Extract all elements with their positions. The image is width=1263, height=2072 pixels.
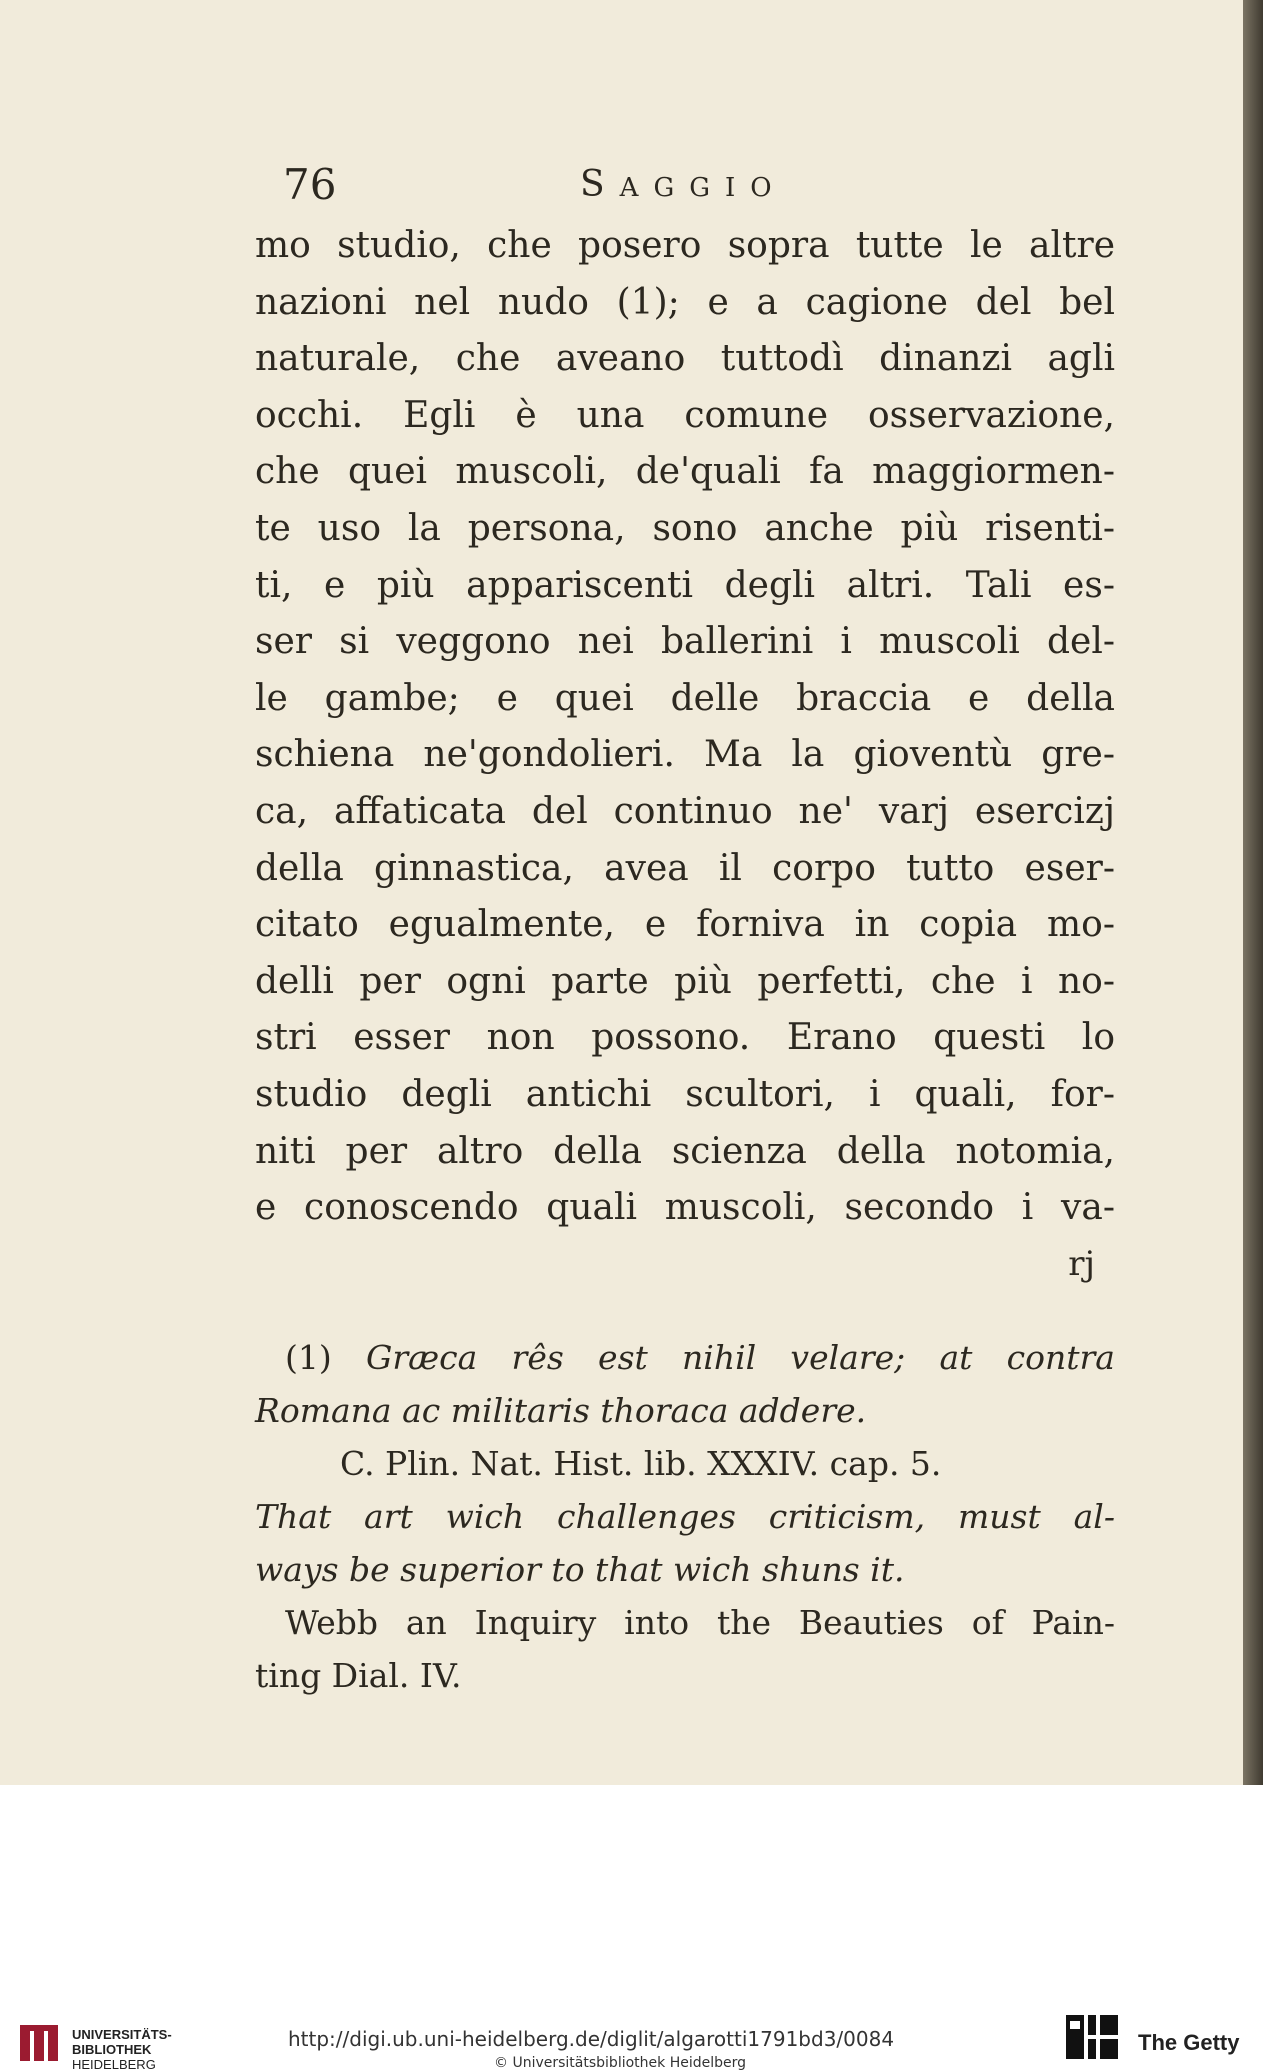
footnote-line: That art wich challenges criticism, must al- xyxy=(255,1496,1115,1536)
library-name-line: HEIDELBERG xyxy=(72,2057,156,2072)
text-line: che quei muscoli, de'quali fa maggiormen- xyxy=(255,451,1115,493)
text-line: niti per altro della scienza della notomia, xyxy=(255,1130,1115,1172)
footnote-line xyxy=(255,1331,1115,1384)
text-line: occhi. Egli è una comune osservazione, xyxy=(255,394,1115,436)
page-content xyxy=(255,160,1115,1702)
page-header xyxy=(255,160,1115,218)
footnote-line: ways be superior to that wich shuns it. xyxy=(255,1549,905,1589)
running-head xyxy=(580,164,787,205)
library-name-line: UNIVERSITÄTS- xyxy=(72,2027,172,2042)
text-line: della ginnastica, avea il corpo tutto eser- xyxy=(255,847,1115,889)
text-line: te uso la persona, sono anche più risenti- xyxy=(255,507,1115,549)
footnote-citation: C. Plin. Nat. Hist. lib. XXXIV. cap. 5. xyxy=(340,1443,942,1483)
footnote-marker: (1) xyxy=(285,1337,332,1377)
footnote-quote: Græca rês est nihil velare; at contra xyxy=(366,1337,1115,1377)
sponsor-name: The Getty xyxy=(1138,2030,1240,2055)
footnote-line: Romana ac militaris thoraca addere. xyxy=(255,1390,867,1430)
library-name-line: BIBLIOTHEK xyxy=(72,2042,152,2057)
getty-logo-icon xyxy=(1062,2013,1122,2065)
text-line: ca, affaticata del continuo ne' varj esercizj xyxy=(255,790,1115,832)
text-line: ser si veggono nei ballerini i muscoli del- xyxy=(255,621,1115,663)
permalink[interactable]: http://digi.ub.uni-heidelberg.de/diglit/algarotti1791bd3/0084 xyxy=(288,2027,895,2051)
text-line: ti, e più appariscenti degli altri. Tali es- xyxy=(255,564,1115,606)
running-head-initial: S xyxy=(580,164,620,205)
text-line: e conoscendo quali muscoli, secondo i va- xyxy=(255,1187,1115,1229)
footnote-block xyxy=(255,1331,1115,1702)
library-name xyxy=(72,2027,172,2072)
page-number: 76 xyxy=(283,160,337,209)
text-line: delli per ogni parte più perfetti, che i no- xyxy=(255,960,1115,1002)
text-line: schiena ne'gondolieri. Ma la gioventù gre- xyxy=(255,734,1115,776)
footnote-citation: ting Dial. IV. xyxy=(255,1655,462,1695)
text-line: le gambe; e quei delle braccia e della xyxy=(255,677,1115,719)
text-line: mo studio, che posero sopra tutte le altre xyxy=(255,225,1115,266)
footnote-citation: Webb an Inquiry into the Beauties of Pain- xyxy=(285,1602,1115,1642)
university-library-logo-icon xyxy=(18,2021,64,2069)
catchword: rj xyxy=(1068,1243,1095,1284)
running-head-rest: AGGIO xyxy=(619,173,787,203)
book-edge xyxy=(1243,0,1263,1785)
text-line: stri esser non possono. Erano questi lo xyxy=(255,1017,1115,1059)
text-line: naturale, che aveano tuttodì dinanzi agli xyxy=(255,338,1115,380)
text-line: nazioni nel nudo (1); e a cagione del bel xyxy=(255,281,1115,323)
text-line: citato egualmente, e forniva in copia mo- xyxy=(255,904,1115,946)
body-text xyxy=(255,218,1115,1237)
copyright-notice: © Universitätsbibliothek Heidelberg xyxy=(494,2055,747,2071)
text-line: studio degli antichi scultori, i quali, for- xyxy=(255,1073,1115,1115)
